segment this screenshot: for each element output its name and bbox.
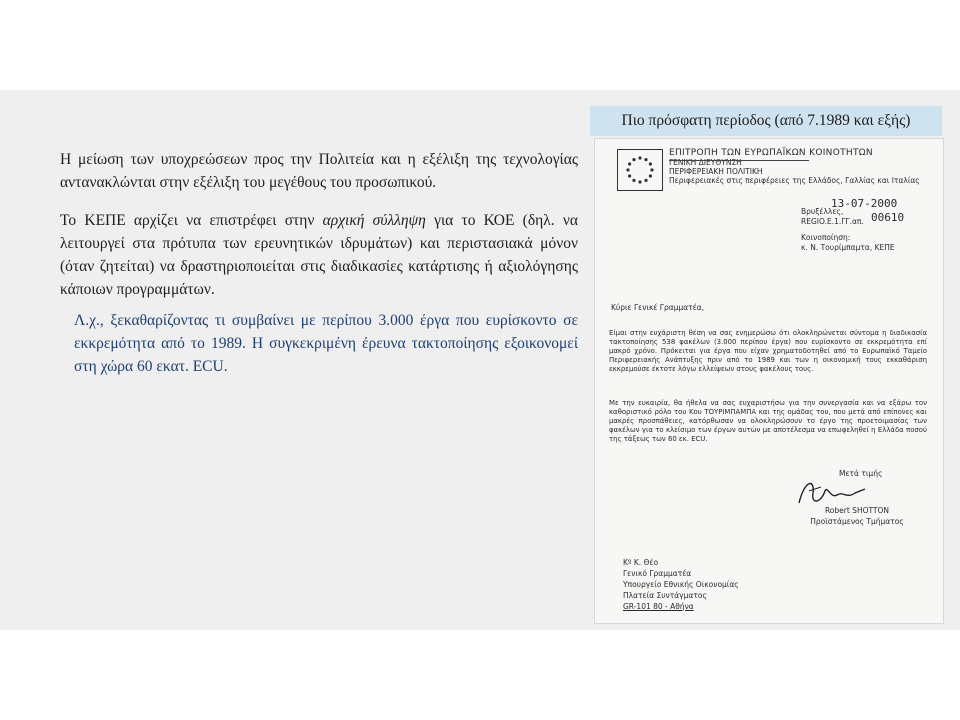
letterhead-dg: ΓΕΝΙΚΗ ΔΙΕΥΘΥΝΣΗ bbox=[669, 158, 742, 167]
paragraph-kepe-emphasis: αρχική σύλληψη bbox=[322, 212, 426, 229]
letter-regards: Μετά τιμής bbox=[839, 469, 883, 478]
place-city: Βρυξέλλες, bbox=[801, 207, 844, 216]
paragraph-kepe bbox=[60, 209, 578, 301]
scanned-letter bbox=[594, 138, 944, 624]
addr-line-3: Υπουργείο Εθνικής Οικονομίας bbox=[623, 580, 739, 589]
letter-caption: Πιο πρόσφατη περίοδος (από 7.1989 και εξής) bbox=[590, 106, 942, 136]
signer-title: Προϊστάμενος Τμήματος bbox=[810, 517, 904, 526]
eu-flag-icon bbox=[617, 149, 663, 191]
addr-line-4: Πλατεία Συντάγματος bbox=[623, 591, 707, 600]
paragraph-example: Λ.χ., ξεκαθαρίζοντας τι συμβαίνει με περίπου 3.000 έργα που ευρίσκοντο σε εκκρεμότητα από το 1989. Η συγκεκριμένη έρευνα τακτοποίησης εξοικονομεί στη χώρα 60 εκατ. ECU. bbox=[74, 312, 578, 375]
signer-name: Robert SHOTTON bbox=[824, 506, 890, 515]
cc-label: Κοινοποίηση: bbox=[801, 233, 851, 242]
paragraph-kepe-start: Το ΚΕΠΕ αρχίζει να επιστρέφει στην bbox=[60, 212, 323, 229]
paragraph-staff: Η μείωση των υποχρεώσεων προς την Πολιτεία και η εξέλιξη της τεχνολογίας αντανακλώνται στην εξέλιξη του μεγέθους του προσωπικού. bbox=[60, 151, 578, 191]
letter-body-2: Με την ευκαιρία, θα ήθελα να σας ευχαριστήσω για την συνεργασία και να εξάρω τον καθοριστικό ρόλο του Κου ΤΟΥΡΙΜΠΑΜΠΑ και της ομάδας του, που μετά από επίπονες και μακρές προσπάθειες, κατόρθωσαν να ολοκληρώσουν το έργο της προετοιμασίας των φακέλων για το κλείσιμο των έργων αυτών με αποτέλεσμα να επωφεληθεί η Ελλάδα ποσού της τάξεως των 60 εκ. ECU. bbox=[609, 399, 927, 443]
letterhead-unit: Περιφερειακές στις περιφέρειες της Ελλάδος, Γαλλίας και Ιταλίας bbox=[669, 176, 920, 185]
letter-cc bbox=[801, 233, 895, 253]
place-regio: REGIO.E.1.ΓΓ.απ. bbox=[801, 217, 864, 226]
slide-text bbox=[60, 148, 578, 378]
letterhead bbox=[669, 149, 935, 185]
letter-signer bbox=[807, 505, 907, 527]
letter-salutation: Κύριε Γενικέ Γραμματέα, bbox=[611, 303, 705, 312]
letter-body-1: Είμαι στην ευχάριστη θέση να σας ενημερώσω ότι ολοκληρώνεται σύντομα η διαδικασία τακτοποίησης 538 φακέλων (3.000 περίπου έργα) που ευρίσκοντο σε εκκρεμότητα επί μακρό χρόνο. Πρόκειται για έργα που είχαν χρηματοδοτηθεί από το Ευρωπαϊκό Ταμείο Περιφερειακής Ανάπτυξης πριν από το 1989 και των η οικονομική τους εκκαθάριση εκκρεμούσε έκτοτε λόγω ελλείψεων στους φακέλους τους. bbox=[609, 329, 927, 373]
letterhead-rule bbox=[669, 160, 809, 161]
cc-recipient: κ. Ν. Τουρίμπαμτα, ΚΕΠΕ bbox=[801, 243, 895, 252]
letter-ref-number: 00610 bbox=[871, 211, 905, 224]
addr-line-5: GR-101 80 - Αθήνα bbox=[623, 602, 694, 611]
letterhead-policy: ΠΕΡΙΦΕΡΕΙΑΚΗ ΠΟΛΙΤΙΚΗ bbox=[669, 167, 763, 176]
letter-address bbox=[623, 557, 739, 612]
addr-line-2: Γενικό Γραμματέα bbox=[623, 569, 692, 578]
letterhead-org: ΕΠΙΤΡΟΠΗ ΤΩΝ ΕΥΡΩΠΑΪΚΩΝ ΚΟΙΝΟΤΗΤΩΝ bbox=[669, 148, 873, 158]
letter-place bbox=[801, 207, 864, 227]
letter-date: 13-07-2000 bbox=[831, 197, 898, 210]
addr-line-1: Κº Κ. Θέο bbox=[623, 558, 659, 567]
paragraph-kepe-end: για το ΚΟΕ (δηλ. να λειτουργεί στα πρότυπα των ερευνητικών ιδρυμάτων) και περιστασιακά μόνον (όταν ζητείται) να δραστηριοποιείται στις διαδικασίες κατάρτισης ή αξιολόγησης κάποιων προγραμμάτων. bbox=[60, 212, 578, 298]
